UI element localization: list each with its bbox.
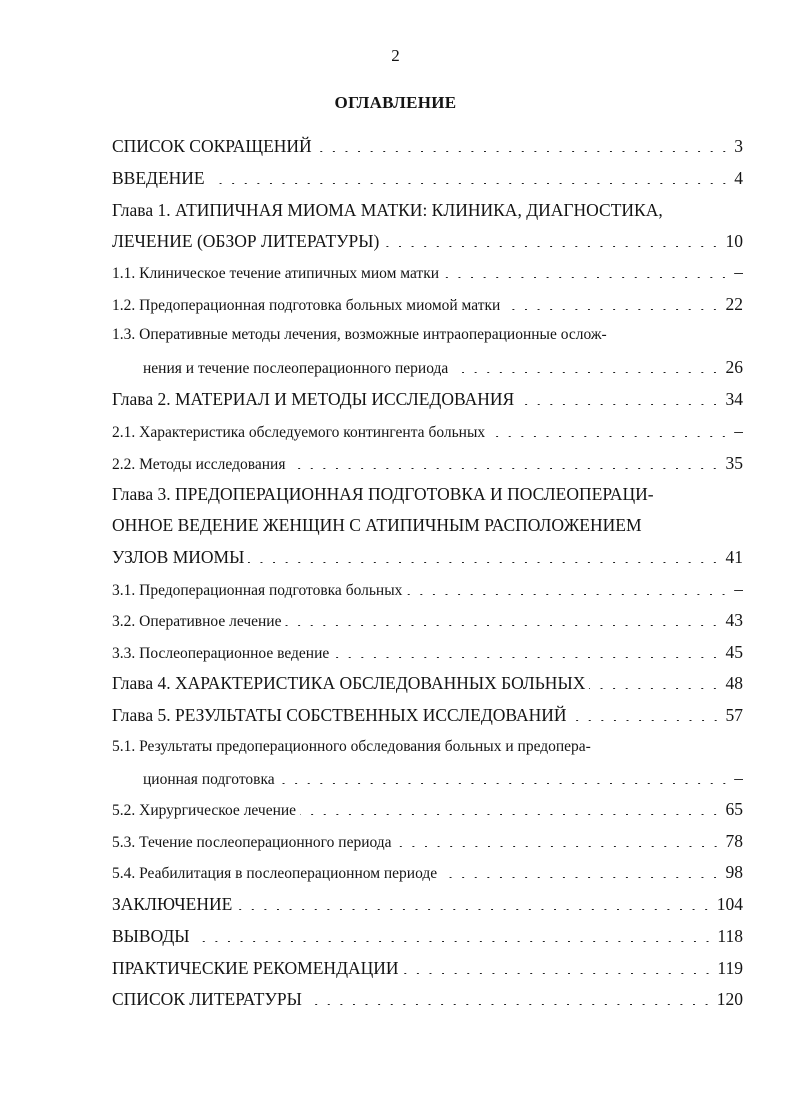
toc-entry-title: 5.3. Течение послеоперационного периода — [112, 834, 392, 851]
toc-entry-title: 1.1. Клиническое течение атипичных миом матки — [112, 265, 440, 282]
toc-entry-title: 3.2. Оперативное лечение — [112, 613, 282, 630]
toc-entry-page: 120 — [716, 989, 743, 1009]
dot-leader — [279, 783, 731, 784]
toc-entry-page: 48 — [725, 673, 743, 693]
toc-entry-title: Глава 5. РЕЗУЛЬТАТЫ СОБСТВЕННЫХ ИССЛЕДОВАНИЙ — [112, 705, 567, 725]
dot-leader — [333, 657, 721, 658]
toc-entry-title: 2.2. Методы исследования — [112, 456, 286, 473]
toc-entry-page: 35 — [725, 453, 743, 473]
toc-entry-title: 5.2. Хирургическое лечение — [112, 802, 297, 819]
toc-entry[interactable] — [112, 418, 743, 444]
toc-entry-title-cont: ционная подготовка — [143, 771, 275, 788]
toc-entry-page: 41 — [725, 547, 743, 567]
toc-entry[interactable] — [112, 259, 743, 285]
toc-entry[interactable] — [112, 291, 743, 317]
dot-leader — [489, 436, 730, 437]
toc-entry[interactable] — [112, 607, 743, 633]
toc-entry[interactable] — [112, 891, 743, 917]
dot-leader — [403, 973, 714, 974]
toc-entry[interactable] — [112, 165, 743, 191]
toc-entry[interactable] — [112, 228, 743, 254]
toc-entry[interactable] — [112, 765, 743, 791]
toc-entry-title: СПИСОК ЛИТЕРАТУРЫ — [112, 989, 302, 1009]
toc-entry-title: ЗАКЛЮЧЕНИЕ — [112, 894, 233, 914]
dot-leader — [443, 277, 730, 278]
toc-entry-page: 98 — [725, 862, 743, 882]
toc-entry-title-cont: УЗЛОВ МИОМЫ — [112, 547, 245, 567]
toc-entry[interactable] — [112, 354, 743, 380]
toc-entry-line[interactable]: Глава 1. АТИПИЧНАЯ МИОМА МАТКИ: КЛИНИКА, ДИАГНОСТИКА, — [112, 200, 663, 220]
toc-entry[interactable] — [112, 450, 743, 476]
toc-entry-title: Глава 2. МАТЕРИАЛ И МЕТОДЫ ИССЛЕДОВАНИЯ — [112, 389, 515, 409]
toc-entry-page: 119 — [717, 958, 743, 978]
toc-entry-page: 78 — [725, 831, 743, 851]
dot-leader — [504, 309, 721, 310]
toc-entry-page: – — [734, 579, 743, 599]
toc-entry-line[interactable]: Глава 3. ПРЕДОПЕРАЦИОННАЯ ПОДГОТОВКА И ПОСЛЕОПЕРАЦИ- — [112, 484, 654, 504]
toc-entry-title: ВВЕДЕНИЕ — [112, 168, 205, 188]
toc-entry-title: 3.3. Послеоперационное ведение — [112, 645, 330, 662]
toc-entry-page: 118 — [717, 926, 743, 946]
toc-entry-page: 104 — [716, 894, 743, 914]
toc-entry-title: СПИСОК СОКРАЩЕНИЙ — [112, 136, 312, 156]
toc-entry-title: 1.2. Предоперационная подготовка больных миомой матки — [112, 297, 501, 314]
toc-entry-title: 2.1. Характеристика обследуемого контингента больных — [112, 424, 486, 441]
toc-entry-title: ВЫВОДЫ — [112, 926, 190, 946]
toc-entry-title: Глава 4. ХАРАКТЕРИСТИКА ОБСЛЕДОВАННЫХ БОЛЬНЫХ — [112, 673, 586, 693]
toc-title: ОГЛАВЛЕНИЕ — [334, 93, 457, 112]
page-number: 2 — [391, 46, 400, 65]
dot-leader — [194, 941, 714, 942]
toc-entry[interactable] — [112, 670, 743, 696]
toc-entry-page: – — [734, 262, 743, 282]
dot-leader — [285, 625, 721, 626]
dot-leader — [383, 246, 721, 247]
dot-leader — [300, 814, 721, 815]
dot-leader — [209, 183, 731, 184]
toc-entry[interactable] — [112, 955, 743, 981]
toc-entry-title: 3.1. Предоперационная подготовка больных — [112, 582, 403, 599]
toc-entry-title-cont: нения и течение послеоперационного периода — [143, 360, 449, 377]
toc-entry-title: 5.4. Реабилитация в послеоперационном периоде — [112, 865, 438, 882]
dot-leader — [396, 846, 722, 847]
toc-entry[interactable] — [112, 576, 743, 602]
toc-entry-page: – — [734, 421, 743, 441]
toc-entry-page: 65 — [725, 799, 743, 819]
toc-entry-page: 57 — [725, 705, 743, 725]
toc-entry[interactable] — [112, 796, 743, 822]
toc-entry[interactable] — [112, 544, 743, 570]
toc-entry-line[interactable]: ОННОЕ ВЕДЕНИЕ ЖЕНЩИН С АТИПИЧНЫМ РАСПОЛОЖЕНИЕМ — [112, 515, 642, 535]
dot-leader — [289, 468, 721, 469]
toc-entry-page: 10 — [725, 231, 743, 251]
toc-entry-page: 45 — [725, 642, 743, 662]
dot-leader — [316, 151, 731, 152]
toc-entry-page: 34 — [725, 389, 743, 409]
toc-entry[interactable] — [112, 386, 743, 412]
toc-entry-line[interactable]: 5.1. Результаты предоперационного обследования больных и предопера- — [112, 738, 591, 755]
dot-leader — [452, 372, 721, 373]
dot-leader — [518, 404, 721, 405]
toc-entry-line[interactable]: 1.3. Оперативные методы лечения, возможные интраоперационные ослож- — [112, 326, 607, 343]
toc-entry-page: 4 — [734, 168, 743, 188]
toc-entry[interactable] — [112, 986, 743, 1012]
toc-entry-page: 43 — [725, 610, 743, 630]
toc-entry[interactable] — [112, 828, 743, 854]
dot-leader — [406, 594, 730, 595]
dot-leader — [571, 720, 722, 721]
toc-entry[interactable] — [112, 702, 743, 728]
toc-entry-page: 3 — [734, 136, 743, 156]
toc-entry[interactable] — [112, 639, 743, 665]
toc-entry[interactable] — [112, 133, 743, 159]
toc-entry-title: ПРАКТИЧЕСКИЕ РЕКОМЕНДАЦИИ — [112, 958, 399, 978]
toc-entry-page: 26 — [725, 357, 743, 377]
dot-leader — [236, 909, 712, 910]
toc-entry-page: – — [734, 768, 743, 788]
dot-leader — [306, 1004, 713, 1005]
dot-leader — [441, 877, 721, 878]
toc-entry-page: 22 — [725, 294, 743, 314]
dot-leader — [589, 688, 721, 689]
toc-entry[interactable] — [112, 859, 743, 885]
toc-entry[interactable] — [112, 923, 743, 949]
toc-entry-title-cont: ЛЕЧЕНИЕ (ОБЗОР ЛИТЕРАТУРЫ) — [112, 231, 380, 251]
dot-leader — [248, 562, 721, 563]
